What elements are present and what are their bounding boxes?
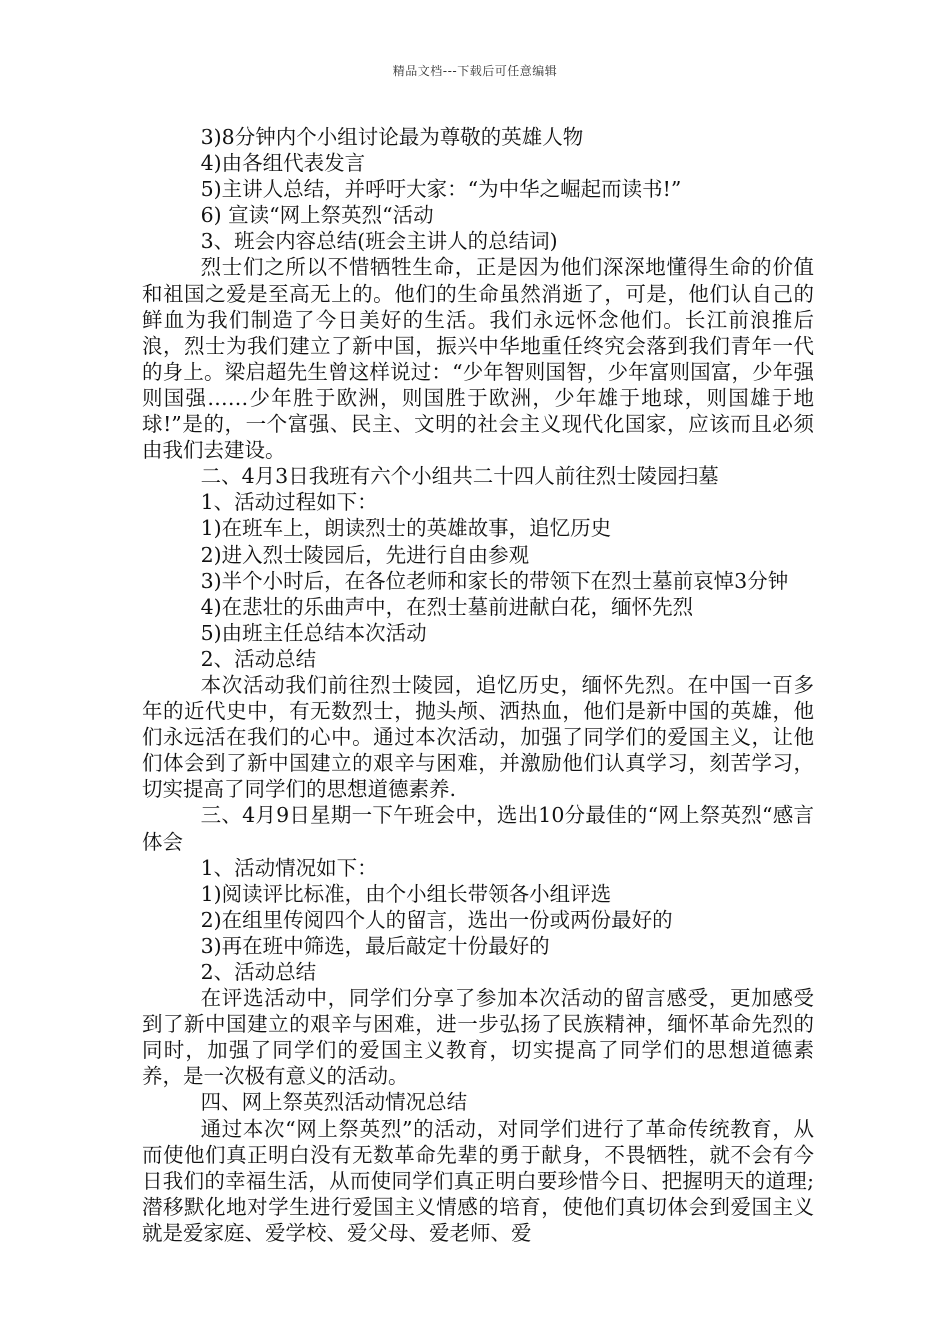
section-heading: 三、4月9日星期一下午班会中，选出10分最佳的“网上祭英烈“感言体会 xyxy=(142,803,814,854)
page-header: 精品文档---下载后可任意编辑 xyxy=(392,64,558,78)
subsection-heading: 2、活动总结 xyxy=(200,646,317,671)
paragraph: 本次活动我们前往烈士陵园，追忆历史，缅怀先烈。在中国一百多年的近代史中，有无数烈士，抛头颅、洒热血，他们是新中国的英雄，他们永远活在我们的心中。通过本次活动，加强了同学们的爱国主义，让他们体会到了新中国建立的艰辛与困难，并激励他们认真学习，刻苦学习，切实提高了同学们的思想道德素养. xyxy=(142,672,814,802)
subsection-heading: 1、活动情况如下： xyxy=(200,855,378,880)
paragraph: 4)在悲壮的乐曲声中，在烈士墓前进献白花，缅怀先烈 xyxy=(200,594,694,619)
section-heading: 二、4月3日我班有六个小组共二十四人前往烈士陵园扫墓 xyxy=(200,464,719,489)
paragraph: 4)由各组代表发言 xyxy=(200,151,366,176)
paragraph: 2)在组里传阅四个人的留言，选出一份或两份最好的 xyxy=(200,907,673,932)
paragraph: 烈士们之所以不惜牺牲生命，正是因为他们深深地懂得生命的价值和祖国之爱是至高无上的。他们的生命虽然消逝了，可是，他们认自己的鲜血为我们制造了今日美好的生活。我们永远怀念他们。长江前浪推后浪，烈士为我们建立了新中国，振兴中华地重任终究会落到我们青年一代的身上。梁启超先生曾这样说过：“少年智则国智，少年富则国富，少年强则国强……少年胜于欧洲，则国胜于欧洲，少年雄于地球，则国雄于地球!”是的，一个富强、民主、文明的社会主义现代化国家，应该而且必须由我们去建设。 xyxy=(142,255,814,463)
paragraph: 5)主讲人总结，并呼吁大家：“为中华之崛起而读书!” xyxy=(200,177,682,202)
section-heading: 四、网上祭英烈活动情况总结 xyxy=(200,1090,468,1115)
paragraph: 5)由班主任总结本次活动 xyxy=(200,620,427,645)
subsection-heading: 1、活动过程如下： xyxy=(200,490,378,515)
paragraph: 6) 宣读“网上祭英烈“活动 xyxy=(200,203,434,228)
document-body xyxy=(142,124,814,1246)
paragraph: 3)再在班中筛选，最后敲定十份最好的 xyxy=(200,933,550,958)
subsection-heading: 2、活动总结 xyxy=(200,960,317,984)
paragraph: 3)8分钟内个小组讨论最为尊敬的英雄人物 xyxy=(200,125,584,149)
paragraph: 1)阅读评比标准，由个小组长带领各小组评选 xyxy=(200,881,612,906)
paragraph: 通过本次“网上祭英烈”的活动，对同学们进行了革命传统教育，从而使他们真正明白没有无数革命先辈的勇于献身，不畏牺牲，就不会有今日我们的幸福生活，从而使同学们真正明白要珍惜今日、把握明天的道理;潜移默化地对学生进行爱国主义情感的培育，使他们真切体会到爱国主义就是爱家庭、爱学校、爱父母、爱老师、爱 xyxy=(142,1116,814,1245)
paragraph: 在评选活动中，同学们分享了参加本次活动的留言感受，更加感受到了新中国建立的艰辛与困难，进一步弘扬了民族精神，缅怀革命先烈的同时，加强了同学们的爱国主义教育，切实提高了同学们的思想道德素养，是一次极有意义的活动。 xyxy=(142,986,814,1089)
paragraph: 2)进入烈士陵园后，先进行自由参观 xyxy=(200,542,530,567)
paragraph: 3)半个小时后，在各位老师和家长的带领下在烈士墓前哀悼3分钟 xyxy=(200,568,789,593)
paragraph: 1)在班车上，朗读烈士的英雄故事，追忆历史 xyxy=(200,516,612,541)
section-heading: 3、班会内容总结(班会主讲人的总结词) xyxy=(200,229,558,254)
